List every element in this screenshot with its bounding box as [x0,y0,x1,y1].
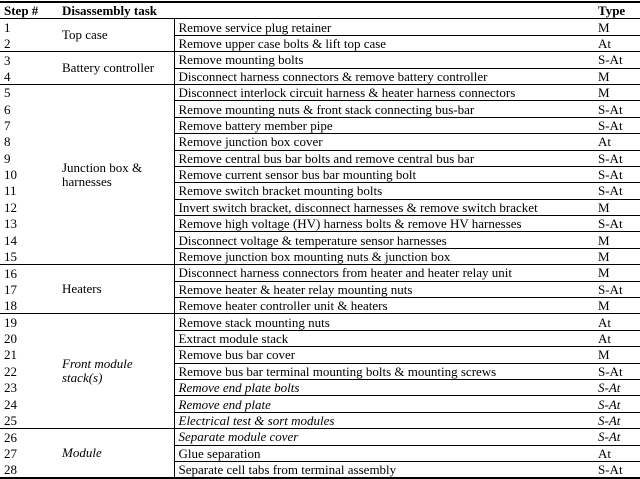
task-cell: Disconnect harness connectors from heater and heater relay unit [174,265,594,281]
step-cell: 14 [4,232,17,248]
header-row [0,2,640,19]
header-task: Disassembly task [58,2,594,19]
group-cell: Top case [58,19,174,52]
task-cell: Remove end plate [174,396,594,412]
type-cell: M [594,19,640,35]
step-cell: 21 [4,347,17,363]
type-cell: M [594,248,640,264]
step-cell: 22 [4,363,17,379]
task-cell: Remove junction box mounting nuts & junction box [174,248,594,264]
header-type: Type [594,2,640,19]
task-cell: Separate cell tabs from terminal assembly [174,461,594,478]
type-cell: S-At [594,281,640,297]
step-cell: 16 [0,265,58,281]
type-cell: S-At [594,429,640,445]
type-cell: M [594,199,640,215]
step-cell: 3 [0,52,58,68]
step-cell: 8 [4,134,11,150]
step-cell: 19 [0,314,58,330]
table-row [0,265,640,281]
type-cell: S-At [594,461,640,478]
type-cell: S-At [594,183,640,199]
type-cell: M [594,347,640,363]
type-cell: M [594,298,640,314]
step-cell: 11 [4,183,17,199]
task-cell: Remove battery member pipe [174,117,594,133]
task-cell: Remove heater controller unit & heaters [174,298,594,314]
step-cell: 1 [0,19,58,35]
type-cell: At [594,330,640,346]
table-row [0,314,640,330]
step-cell: 12 [4,199,17,215]
task-cell: Remove high voltage (HV) harness bolts & remove HV harnesses [174,216,594,232]
type-cell: S-At [594,52,640,68]
group-cell: Front module stack(s) [58,314,174,429]
task-cell: Remove end plate bolts [174,379,594,395]
task-cell: Separate module cover [174,429,594,445]
type-cell: S-At [594,216,640,232]
type-cell: S-At [594,166,640,182]
type-cell: S-At [594,150,640,166]
step-cell: 9 [4,150,11,166]
header-step: Step # [0,2,58,19]
type-cell: At [594,314,640,330]
step-cell: 27 [4,445,17,461]
step-cell: 24 [4,396,17,412]
step-cell: 5 [0,84,58,100]
task-cell: Remove junction box cover [174,134,594,150]
type-cell: S-At [594,117,640,133]
task-cell: Remove mounting nuts & front stack connecting bus-bar [174,101,594,117]
step-cell: 17 [4,281,17,297]
task-cell: Extract module stack [174,330,594,346]
task-cell: Remove mounting bolts [174,52,594,68]
step-cell: 2 [4,35,11,51]
type-cell: M [594,265,640,281]
step-cell: 15 [4,248,17,264]
type-cell: At [594,445,640,461]
task-cell: Electrical test & sort modules [174,412,594,428]
table-row [0,19,640,35]
table-body [0,19,640,478]
type-cell: At [594,35,640,51]
step-cell: 20 [4,331,17,346]
type-cell: At [594,134,640,150]
type-cell: S-At [594,101,640,117]
task-cell: Remove stack mounting nuts [174,314,594,330]
task-cell: Remove bus bar cover [174,347,594,363]
table-row [0,429,640,445]
step-cell: 26 [0,429,58,445]
task-cell: Remove central bus bar bolts and remove central bus bar [174,150,594,166]
step-cell: 25 [4,412,17,428]
step-cell: 10 [4,167,17,183]
step-cell: 4 [4,68,11,84]
step-cell: 13 [4,216,17,232]
task-cell: Remove bus bar terminal mounting bolts & mounting screws [174,363,594,379]
table-header [0,2,640,19]
table-row [0,52,640,68]
step-cell: 23 [4,380,17,396]
step-cell: 18 [4,297,17,313]
task-cell: Disconnect harness connectors & remove battery controller [174,68,594,84]
step-cell: 28 [4,461,17,477]
step-cell: 6 [4,101,11,117]
group-cell: Junction box & harnesses [58,84,174,264]
group-cell: Module [58,429,174,479]
task-cell: Remove heater & heater relay mounting nuts [174,281,594,297]
task-cell: Remove service plug retainer [174,19,594,35]
type-cell: M [594,68,640,84]
task-cell: Glue separation [174,445,594,461]
step-cell: 7 [4,117,11,133]
type-cell: S-At [594,396,640,412]
task-cell: Remove current sensor bus bar mounting bolt [174,166,594,182]
type-cell: M [594,84,640,100]
task-cell: Invert switch bracket, disconnect harnesses & remove switch bracket [174,199,594,215]
task-cell: Disconnect interlock circuit harness & heater harness connectors [174,84,594,100]
group-cell: Heaters [58,265,174,314]
task-cell: Remove upper case bolts & lift top case [174,35,594,51]
disassembly-table [0,1,640,479]
group-cell: Battery controller [58,52,174,85]
task-cell: Remove switch bracket mounting bolts [174,183,594,199]
task-cell: Disconnect voltage & temperature sensor harnesses [174,232,594,248]
table-row [0,84,640,100]
type-cell: S-At [594,412,640,428]
type-cell: S-At [594,379,640,395]
type-cell: S-At [594,363,640,379]
type-cell: M [594,232,640,248]
